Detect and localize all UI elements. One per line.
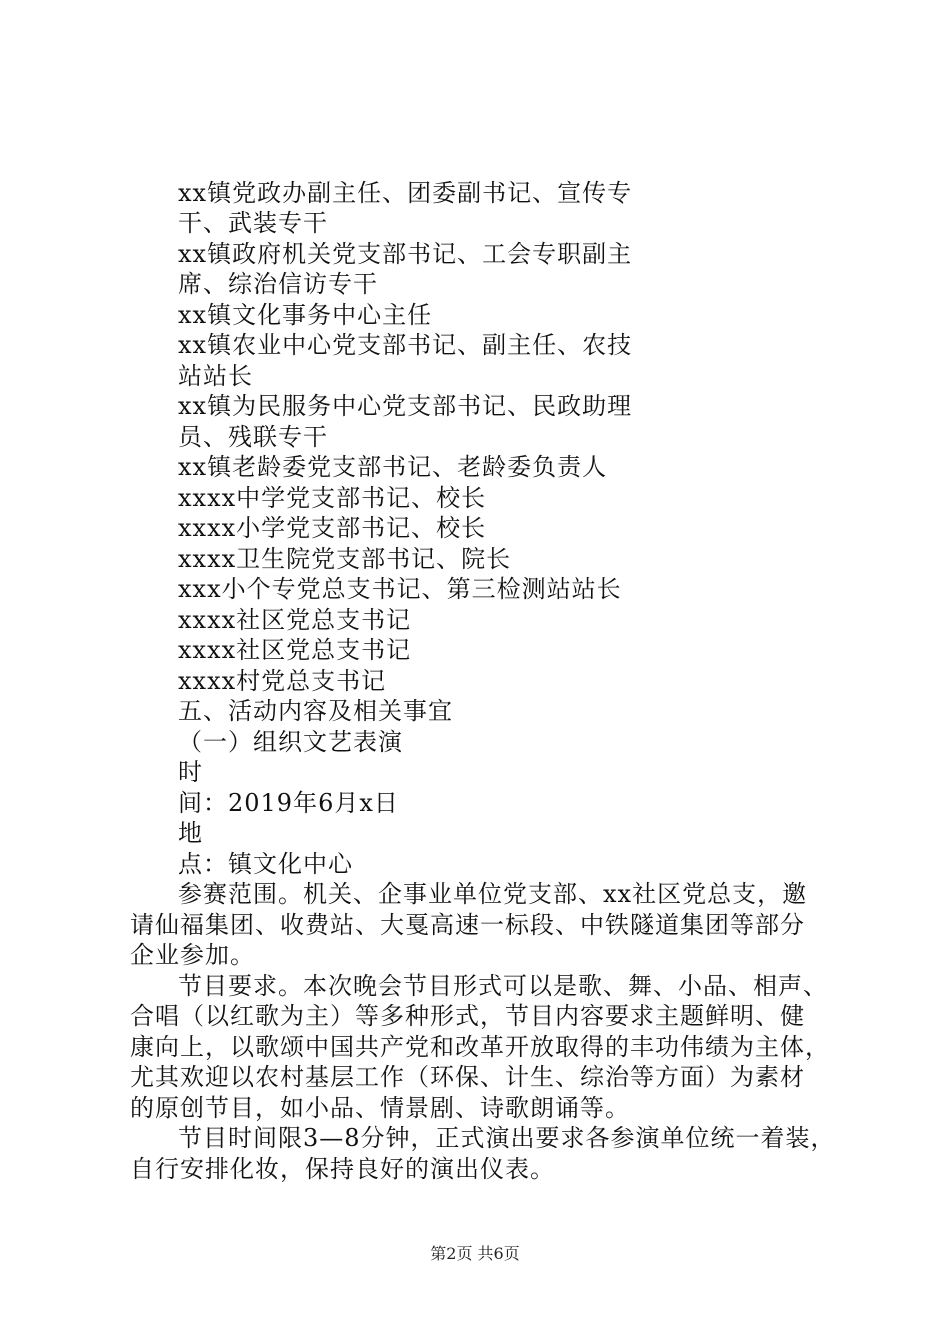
staff-list-line: xx镇老龄委党支部书记、老龄委负责人 bbox=[178, 453, 608, 481]
staff-list-line: xx镇党政办副主任、团委副书记、宣传专 bbox=[178, 179, 633, 207]
section-heading: 五、活动内容及相关事宜 bbox=[178, 697, 453, 725]
staff-list-line: xxxx村党总支书记 bbox=[178, 667, 387, 695]
paragraph-line: 尤其欢迎以农村基层工作（环保、计生、综治等方面）为素材 bbox=[130, 1063, 805, 1091]
paragraph-line: 请仙福集团、收费站、大戛高速一标段、中铁隧道集团等部分 bbox=[130, 911, 805, 939]
paragraph-line: 自行安排化妆，保持良好的演出仪表。 bbox=[130, 1155, 555, 1183]
staff-list-line: xxxx中学党支部书记、校长 bbox=[178, 484, 487, 512]
staff-list-line: 干、武装专干 bbox=[178, 209, 328, 237]
location-label: 地 bbox=[178, 819, 203, 847]
staff-list-line: xxxx社区党总支书记 bbox=[178, 606, 412, 634]
staff-list-line: xxxx社区党总支书记 bbox=[178, 636, 412, 664]
staff-list-line: xx镇农业中心党支部书记、副主任、农技 bbox=[178, 331, 633, 359]
subsection-heading: （一）组织文艺表演 bbox=[178, 728, 403, 756]
staff-list-line: xxxx卫生院党支部书记、院长 bbox=[178, 545, 512, 573]
location-value: 点：镇文化中心 bbox=[178, 850, 353, 878]
staff-list-line: xxxx小学党支部书记、校长 bbox=[178, 514, 487, 542]
staff-list-line: 席、综治信访专干 bbox=[178, 270, 378, 298]
paragraph-line: 企业参加。 bbox=[130, 941, 255, 969]
staff-list-line: 站站长 bbox=[178, 362, 253, 390]
staff-list-line: xx镇文化事务中心主任 bbox=[178, 301, 433, 329]
staff-list-line: 员、残联专干 bbox=[178, 423, 328, 451]
paragraph-line: 节目时间限3—8分钟，正式演出要求各参演单位统一着装， bbox=[178, 1124, 836, 1152]
paragraph-line: 参赛范围。机关、企事业单位党支部、xx社区党总支，邀 bbox=[178, 880, 808, 908]
paragraph-line: 的原创节目，如小品、情景剧、诗歌朗诵等。 bbox=[130, 1094, 630, 1122]
paragraph-line: 合唱（以红歌为主）等多种形式，节目内容要求主题鲜明、健 bbox=[130, 1002, 805, 1030]
time-value: 间：2019年6月x日 bbox=[178, 789, 399, 817]
page-number-footer: 第2页 共6页 bbox=[430, 1244, 520, 1263]
paragraph-line: 康向上，以歌颂中国共产党和改革开放取得的丰功伟绩为主体， bbox=[130, 1033, 830, 1061]
time-label: 时 bbox=[178, 758, 203, 786]
paragraph-line: 节目要求。本次晚会节目形式可以是歌、舞、小品、相声、 bbox=[178, 972, 828, 1000]
staff-list-line: xxx小个专党总支书记、第三检测站站长 bbox=[178, 575, 622, 603]
staff-list-line: xx镇政府机关党支部书记、工会专职副主 bbox=[178, 240, 633, 268]
staff-list-line: xx镇为民服务中心党支部书记、民政助理 bbox=[178, 392, 633, 420]
